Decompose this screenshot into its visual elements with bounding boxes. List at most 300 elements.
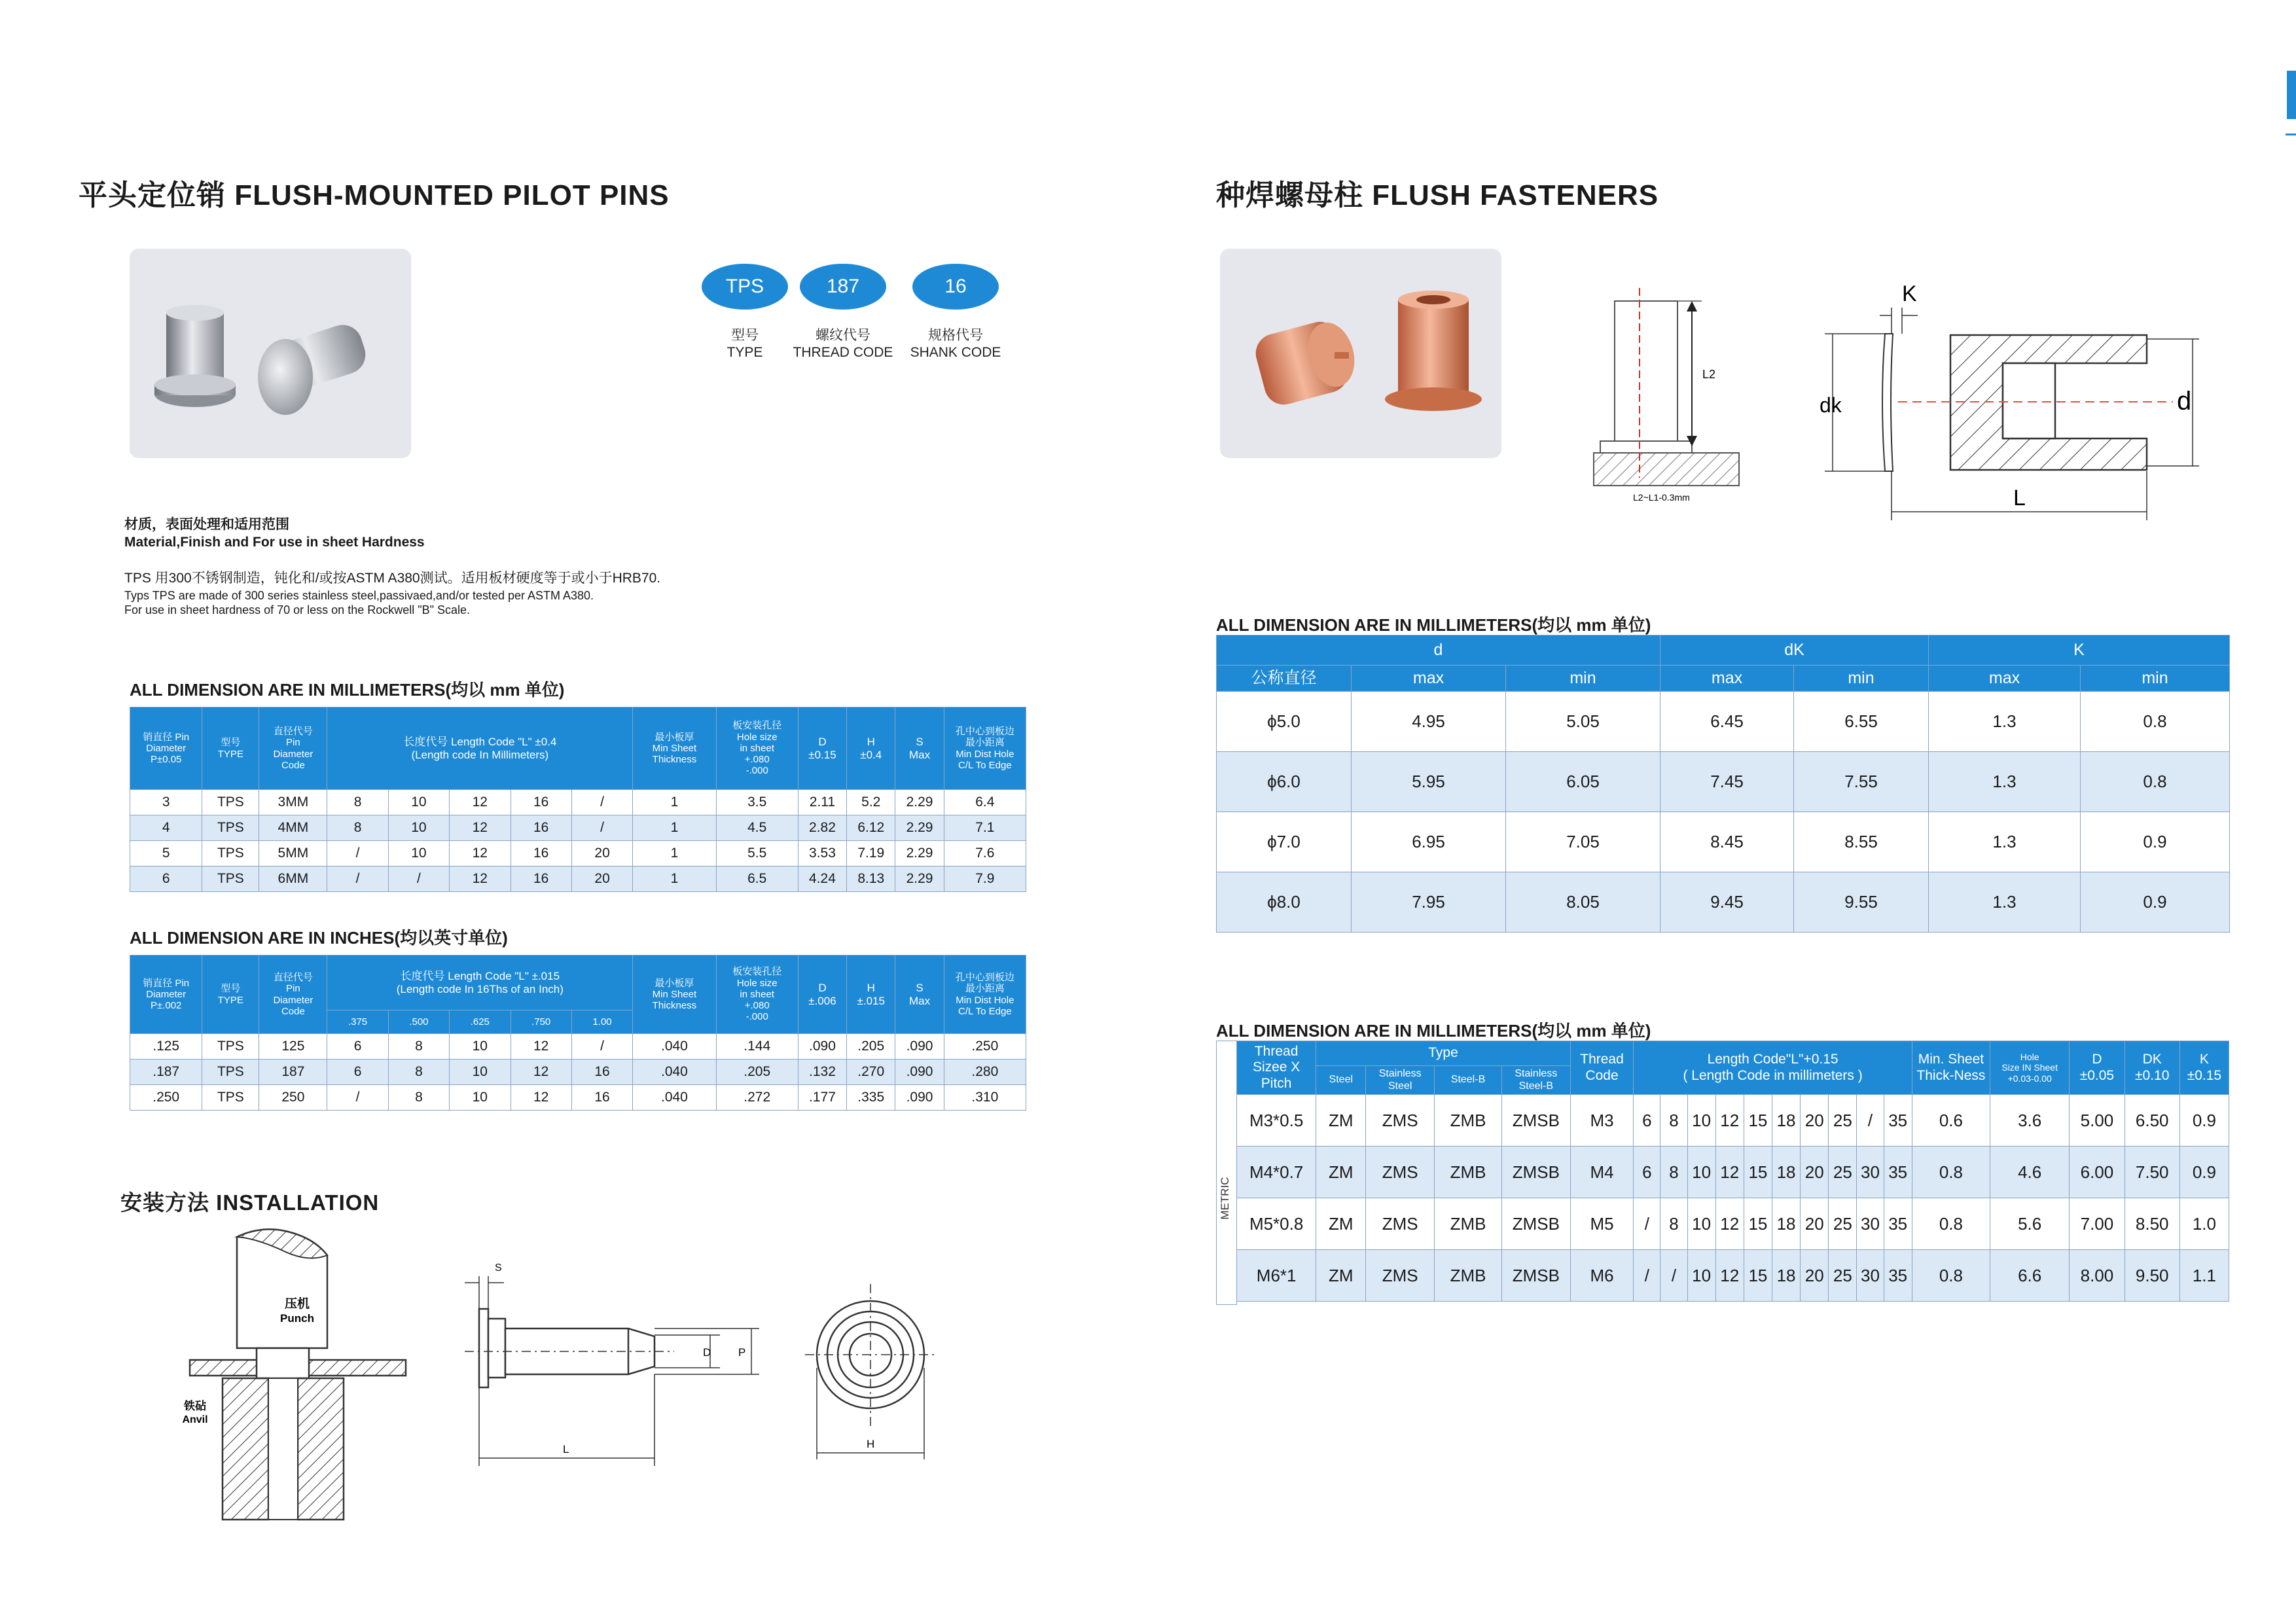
table-cell: 35 [1884,1095,1912,1147]
table-cell: 10 [388,841,449,866]
table-row [1237,1198,2229,1250]
table-cell: 6 [130,866,202,892]
table-cell: 2.29 [895,790,944,815]
anvil-label-en: Anvil [182,1414,208,1425]
right-page-title: 种焊螺母柱 FLUSH FASTENERS [1216,179,1659,211]
table-cell: 8 [1660,1198,1687,1250]
dk-label: dk [1820,393,1842,417]
table-cell: 5.00 [2070,1095,2125,1147]
table-cell: .090 [895,1060,944,1085]
length-sub-375: .375 [327,1010,388,1034]
table-cell: 7.19 [847,841,895,866]
table-cell: 20 [1801,1095,1829,1147]
thread-code-caption [784,327,902,361]
table-cell: ZM [1316,1147,1366,1198]
table-cell: 7.6 [944,841,1026,866]
l-dimension-label: L [563,1443,569,1455]
material-heading-en: Material,Finish and For use in sheet Hardness [124,535,425,550]
table-row [130,1034,1026,1060]
table-cell: 8 [327,815,388,841]
table-cell: 12 [1715,1095,1744,1147]
d-label: d [2177,387,2192,416]
table-row [1237,1095,2229,1147]
table-row [1237,1147,2229,1198]
inch-table-header-row [130,955,1026,1010]
table-cell: 30 [1857,1198,1884,1250]
table-cell: 12 [511,1085,571,1111]
table-cell: 20 [571,841,632,866]
col-length-code: Length Code"L"+0.15 ( Length Code in millimeters ) [1634,1041,1912,1095]
col-type-group: Type [1316,1041,1570,1066]
table-cell: 4.24 [798,866,846,892]
dim-subheader-cell: max [1352,666,1506,692]
table-cell: ϕ8.0 [1217,872,1352,933]
anvil-label-cn: 铁砧 [184,1400,206,1412]
table-cell: 8.13 [847,866,895,892]
table-cell: .310 [944,1085,1026,1111]
table-cell: 4.5 [716,815,798,841]
table-cell: 12 [450,866,511,892]
dim-subheader-cell: 公称直径 [1217,666,1352,692]
k-label: K [1902,281,1917,306]
table-cell: ϕ7.0 [1217,812,1352,872]
inch-table-body [130,1034,1026,1111]
col-dk-tolerance: DK ±0.10 [2125,1041,2179,1095]
table-cell: 18 [1772,1095,1800,1147]
col-min-sheet: Min. Sheet Thick-Ness [1912,1041,1990,1095]
col-k-tolerance: K ±0.15 [2179,1041,2229,1095]
table-cell: 125 [259,1034,327,1060]
col-pin-diameter: 销直径 Pin Diameter P±.002 [130,955,202,1034]
material-text-cn: TPS 用300不锈钢制造，钝化和/或按ASTM A380测试。适用板材硬度等于或小于HRB70. [124,571,661,586]
table-cell: 16 [571,1085,632,1111]
table-cell: 6 [1634,1147,1660,1198]
table-cell: 15 [1744,1147,1772,1198]
table-cell: TPS [202,815,259,841]
col-h: H ±0.4 [847,707,895,790]
table-row [130,841,1026,866]
table-cell: 8.45 [1660,812,1794,872]
table-cell: .280 [944,1060,1026,1085]
table-cell: 6.5 [716,866,798,892]
table-cell: M4*0.7 [1237,1147,1316,1198]
punch-label-en: Punch [280,1312,314,1325]
table-cell: 20 [1801,1147,1829,1198]
table-cell: .270 [847,1060,895,1085]
table-cell: 8 [1660,1147,1687,1198]
table-cell: .272 [716,1085,798,1111]
col-hole-size: 板安装孔径 Hole size in sheet +.080 -.000 [716,955,798,1034]
table-cell: 30 [1857,1147,1884,1198]
table-cell: 2.11 [798,790,846,815]
table-cell: 6.05 [1506,752,1660,812]
table-cell: 8.05 [1506,872,1660,933]
col-thread-code: Thread Code [1570,1041,1634,1095]
flush-fastener-illustration [1220,249,1501,458]
table-cell: / [571,1034,632,1060]
col-d-tolerance: D ±0.05 [2070,1041,2125,1095]
table-cell: 8 [388,1034,449,1060]
table-cell: 250 [259,1085,327,1111]
col-min-sheet: 最小板厚 Min Sheet Thickness [633,707,716,790]
table-cell: / [571,790,632,815]
table-cell: 7.9 [944,866,1026,892]
dim-subheader-cell: max [1660,666,1794,692]
col-edge-distance: 孔中心到板边 最小距离 Min Dist Hole C/L To Edge [944,707,1026,790]
shank-code-caption [897,327,1014,361]
table-cell: 6 [327,1034,388,1060]
table-cell: 6.50 [2125,1095,2179,1147]
table-cell: 4 [130,815,202,841]
table-cell: 25 [1829,1198,1857,1250]
table-cell: 20 [1801,1250,1829,1302]
table-cell: 15 [1744,1095,1772,1147]
table-row [130,1060,1026,1085]
table-cell: .144 [716,1034,798,1060]
thread-code-caption-en: THREAD CODE [793,345,893,360]
length-sub-625: .625 [450,1010,511,1034]
table-cell: 4.95 [1352,692,1506,752]
fastener-spec-table [1236,1041,2229,1302]
mm-table-header-row [130,707,1026,790]
type-stainless-steel-b: Stainless Steel-B [1501,1066,1570,1095]
table-cell: 30 [1857,1250,1884,1302]
table-cell: 6.45 [1660,692,1794,752]
table-cell: 8 [1660,1095,1687,1147]
table-cell: 7.00 [2070,1198,2125,1250]
col-hole-size: Hole Size IN Sheet +0.03-0.00 [1990,1041,2070,1095]
table-cell: TPS [202,790,259,815]
table-cell: / [327,1085,388,1111]
table-cell: ZMS [1366,1250,1435,1302]
l2-label: L2 [1702,368,1716,381]
fastener-section-diagram [1806,275,2212,530]
dim-table-subheader-row [1217,666,2230,692]
table-cell: TPS [202,1034,259,1060]
table-cell: 0.8 [2081,752,2230,812]
d-dimension-label: D [703,1346,711,1359]
col-length-code: 长度代号 Length Code "L" ±.015 (Length code In 16Ths of an Inch) [327,955,633,1010]
table-cell: 7.50 [2125,1147,2179,1198]
table-row [130,790,1026,815]
fastener-header-row [1237,1041,2229,1066]
table-cell: .250 [944,1034,1026,1060]
group-d: d [1217,635,1660,666]
table-cell: 10 [1687,1147,1715,1198]
table-row [1217,752,2230,812]
table-row [1237,1250,2229,1302]
table-cell: .250 [130,1085,202,1111]
type-caption-en: TYPE [726,345,763,360]
table-cell: 12 [450,841,511,866]
dim-subheader-cell: min [2081,666,2230,692]
dim-table-group-row [1217,635,2230,666]
table-cell: 1.3 [1929,752,2081,812]
table-row [1217,872,2230,933]
col-d: D ±.006 [798,955,846,1034]
col-length-code: 长度代号 Length Code "L" ±0.4 (Length code In Millimeters) [327,707,633,790]
table-cell: 15 [1744,1198,1772,1250]
table-cell: 1.3 [1929,812,2081,872]
table-cell: 6.4 [944,790,1026,815]
table-cell: ZMSB [1501,1147,1570,1198]
h-dimension-label: H [867,1438,875,1450]
pilot-pin-inch-table [130,955,1026,1111]
table-cell: 8 [388,1060,449,1085]
shank-code-caption-cn: 规格代号 [928,328,983,343]
table-cell: 10 [1687,1250,1715,1302]
flush-fastener-photo [1220,249,1501,458]
table-cell: 6 [1634,1095,1660,1147]
table-cell: .125 [130,1034,202,1060]
dim-subheader-cell: min [1794,666,1929,692]
table-cell: 8.55 [1794,812,1929,872]
table-cell: 3.53 [798,841,846,866]
installation-title: 安装方法 INSTALLATION [120,1190,380,1215]
table-cell: 35 [1884,1147,1912,1198]
table-cell: 0.6 [1912,1095,1990,1147]
table-cell: 8.00 [2070,1250,2125,1302]
table-cell: TPS [202,1060,259,1085]
page-accent-tab [2287,71,2296,119]
table-cell: 12 [1715,1198,1744,1250]
dim-subheader-cell: min [1506,666,1660,692]
metric-side-cell [1216,1041,1237,1305]
table-cell: M5*0.8 [1237,1198,1316,1250]
table-cell: ZMS [1366,1198,1435,1250]
table-cell: 10 [388,790,449,815]
table-cell: .205 [847,1034,895,1060]
table-cell: 3.6 [1990,1095,2070,1147]
table-cell: 1.1 [2179,1250,2229,1302]
l-label: L [2013,486,2026,510]
table-cell: 6.6 [1990,1250,2070,1302]
table-cell: 20 [1801,1198,1829,1250]
table-cell: 2.29 [895,866,944,892]
table-cell: 5.2 [847,790,895,815]
table-cell: .040 [633,1034,716,1060]
table-row [130,1085,1026,1111]
table-cell: 35 [1884,1250,1912,1302]
table-cell: M3 [1570,1095,1634,1147]
table-cell: 0.8 [1912,1250,1990,1302]
mm-table-body [130,790,1026,892]
material-heading-cn: 材质，表面处理和适用范围 [124,517,289,532]
pilot-pin-end-diagram [798,1276,942,1472]
table-cell: 9.55 [1794,872,1929,933]
table-cell: TPS [202,866,259,892]
p-dimension-label: P [738,1346,746,1359]
dim-table-caption: ALL DIMENSION ARE IN MILLIMETERS(均以 mm 单位) [1216,615,1651,635]
table-cell: 1.0 [2179,1198,2229,1250]
table-cell: 6.12 [847,815,895,841]
table-cell: ZMSB [1501,1250,1570,1302]
table-cell: 0.9 [2179,1147,2229,1198]
table-cell: / [327,866,388,892]
table-cell: .132 [798,1060,846,1085]
table-cell: M6*1 [1237,1250,1316,1302]
table-cell: 7.95 [1352,872,1506,933]
table-cell: .187 [130,1060,202,1085]
table-cell: 12 [511,1034,571,1060]
table-row [130,866,1026,892]
fastener-table-caption: ALL DIMENSION ARE IN MILLIMETERS(均以 mm 单位) [1216,1021,1651,1041]
table-cell: 8.50 [2125,1198,2179,1250]
group-k: K [1929,635,2230,666]
material-text-en-2: For use in sheet hardness of 70 or less on the Rockwell "B" Scale. [124,603,471,616]
fastener-table-body [1237,1095,2229,1302]
length-sub-100: 1.00 [571,1010,632,1034]
type-code-bubble: TPS [702,264,788,310]
table-cell: 16 [511,790,571,815]
table-cell: .335 [847,1085,895,1111]
table-cell: 18 [1772,1250,1800,1302]
table-cell: 2.29 [895,815,944,841]
table-cell: 12 [1715,1147,1744,1198]
table-cell: 8 [388,1085,449,1111]
table-cell: ϕ6.0 [1217,752,1352,812]
col-h: H ±.015 [847,955,895,1034]
page-accent-line [2286,134,2296,135]
l2-note: L2~L1-0.3mm [1633,492,1690,503]
table-cell: 35 [1884,1198,1912,1250]
table-cell: 16 [511,815,571,841]
table-cell: 25 [1829,1250,1857,1302]
table-cell: 6 [327,1060,388,1085]
col-s: S Max [895,955,944,1034]
table-cell: 6MM [259,866,327,892]
table-cell: 0.8 [1912,1198,1990,1250]
table-cell: 15 [1744,1250,1772,1302]
length-sub-500: .500 [388,1010,449,1034]
table-cell: 1.3 [1929,692,2081,752]
table-cell: 12 [511,1060,571,1085]
table-cell: 3.5 [716,790,798,815]
table-cell: 10 [450,1060,511,1085]
table-cell: 187 [259,1060,327,1085]
col-pin-code: 直径代号 Pin Diameter Code [259,707,327,790]
table-cell: 5.95 [1352,752,1506,812]
table-cell: / [1660,1250,1687,1302]
table-cell: 3MM [259,790,327,815]
table-cell: 7.45 [1660,752,1794,812]
table-cell: 5.05 [1506,692,1660,752]
table-cell: M5 [1570,1198,1634,1250]
table-cell: 6.00 [2070,1147,2125,1198]
fastener-dimension-table [1216,635,2230,933]
table-cell: 0.9 [2081,812,2230,872]
table-cell: 16 [511,841,571,866]
table-cell: ZMSB [1501,1198,1570,1250]
table-cell: TPS [202,1085,259,1111]
table-cell: 1 [633,866,716,892]
table-cell: ZM [1316,1095,1366,1147]
table-cell: 4.6 [1990,1147,2070,1198]
table-cell: 18 [1772,1198,1800,1250]
table-cell: 4MM [259,815,327,841]
table-cell: / [1634,1250,1660,1302]
table-cell: / [327,841,388,866]
table-cell: ϕ5.0 [1217,692,1352,752]
table-cell: ZM [1316,1250,1366,1302]
table-cell: 1 [633,841,716,866]
thread-code-bubble: 187 [800,264,886,310]
table-cell: 25 [1829,1095,1857,1147]
mm-table-caption: ALL DIMENSION ARE IN MILLIMETERS(均以 mm 单位) [130,680,565,700]
table-cell: TPS [202,841,259,866]
table-cell: 5.6 [1990,1198,2070,1250]
table-cell: .090 [895,1034,944,1060]
table-cell: 1 [633,815,716,841]
table-cell: 7.1 [944,815,1026,841]
col-d: D ±0.15 [798,707,846,790]
table-cell: 12 [1715,1250,1744,1302]
table-cell: 0.8 [2081,692,2230,752]
type-caption-cn: 型号 [731,328,759,343]
table-cell: 0.9 [2179,1095,2229,1147]
table-cell: 2.82 [798,815,846,841]
table-cell: 3 [130,790,202,815]
col-pin-code: 直径代号 Pin Diameter Code [259,955,327,1034]
table-cell: 16 [571,1060,632,1085]
type-steel-b: Steel-B [1435,1066,1502,1095]
table-cell: 5MM [259,841,327,866]
table-cell: ZMB [1435,1198,1502,1250]
table-cell: 25 [1829,1147,1857,1198]
table-cell: 16 [511,866,571,892]
table-cell: 12 [450,790,511,815]
table-cell: 6.55 [1794,692,1929,752]
thread-code-caption-cn: 螺纹代号 [816,328,870,343]
pilot-pin-side-diagram [458,1257,772,1472]
col-type: 型号 TYPE [202,955,259,1034]
table-cell: 12 [450,815,511,841]
col-edge-distance: 孔中心到板边 最小距离 Min Dist Hole C/L To Edge [944,955,1026,1034]
table-cell: 10 [388,815,449,841]
table-cell: 6.95 [1352,812,1506,872]
table-cell: ZMS [1366,1095,1435,1147]
table-cell: 5.5 [716,841,798,866]
type-steel: Steel [1316,1066,1366,1095]
material-text-en-1: Typs TPS are made of 300 series stainless steel,passivaed,and/or tested per ASTM A380. [124,589,594,602]
dim-table-body [1217,692,2230,933]
table-cell: / [1634,1198,1660,1250]
table-cell: ZM [1316,1198,1366,1250]
table-cell: 10 [1687,1095,1715,1147]
col-s: S Max [895,707,944,790]
left-page-title: 平头定位销 FLUSH-MOUNTED PILOT PINS [79,179,670,211]
table-cell: 10 [1687,1198,1715,1250]
table-cell: .090 [798,1034,846,1060]
col-type: 型号 TYPE [202,707,259,790]
table-cell: .177 [798,1085,846,1111]
table-cell: M3*0.5 [1237,1095,1316,1147]
shank-code-bubble: 16 [912,264,999,310]
col-thread-size: Thread Sizee X Pitch [1237,1041,1316,1095]
group-dk: dK [1660,635,1929,666]
metric-side-label: METRIC [1219,1177,1231,1220]
table-cell: 1.3 [1929,872,2081,933]
table-cell: 8 [327,790,388,815]
table-cell: ZMB [1435,1147,1502,1198]
table-cell: ZMSB [1501,1095,1570,1147]
table-cell: / [1857,1095,1884,1147]
table-cell: 7.55 [1794,752,1929,812]
table-cell: .040 [633,1085,716,1111]
table-cell: .205 [716,1060,798,1085]
table-cell: 0.8 [1912,1147,1990,1198]
table-cell: ZMB [1435,1250,1502,1302]
